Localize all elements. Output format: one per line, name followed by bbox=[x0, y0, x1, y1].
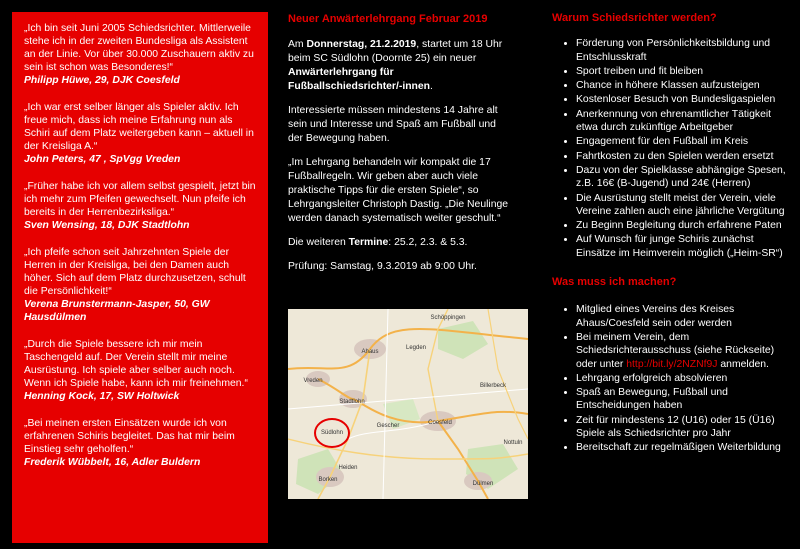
list-item: • Sport treiben und fit bleiben bbox=[576, 65, 790, 78]
testimonial-1 bbox=[24, 22, 258, 87]
quote-text: „Früher habe ich vor allem selbst gespielt, jetzt bin ich mehr zum Pfeifen gewechselt. Nun pfeife ich bereits in der Herrenbezirksliga.“ bbox=[24, 181, 256, 218]
reasons-heading: Warum Schiedsrichter werden? bbox=[552, 12, 717, 24]
reasons-column bbox=[552, 12, 790, 456]
list-item bbox=[576, 331, 790, 371]
map-label-borken: Borken bbox=[318, 477, 338, 483]
testimonial-2 bbox=[24, 101, 258, 166]
list-item: • Anerkennung von ehrenamtlicher Tätigkeit etwa durch zukünftige Arbeitgeber bbox=[576, 108, 790, 135]
list-item: • Kostenloser Besuch von Bundesligaspielen bbox=[576, 93, 790, 106]
list-item: • Chance in höhere Klassen aufzusteigen bbox=[576, 79, 790, 92]
dates-text bbox=[288, 236, 510, 250]
text-segment: , startet um 18 Uhr beim SC Südlohn (Doornte 25) ein neuer bbox=[288, 39, 503, 64]
text-segment: Die weiteren bbox=[288, 237, 349, 248]
quote-author: Frederik Wübbelt, 16, Adler Buldern bbox=[24, 457, 201, 468]
list-item: • Förderung von Persönlichkeitsbildung und Entschlusskraft bbox=[576, 37, 790, 64]
steps-list bbox=[552, 303, 790, 454]
list-item: • Die Ausrüstung stellt meist der Verein, viele Vereine zahlen auch eine jährliche Vergütung bbox=[576, 192, 790, 219]
map-label-stadtlohn: Stadtlohn bbox=[339, 399, 365, 405]
quote-author: Sven Wensing, 18, DJK Stadtlohn bbox=[24, 220, 190, 231]
map-label-coesfeld: Coesfeld bbox=[428, 420, 452, 426]
map-graphic bbox=[288, 309, 528, 499]
quote-text: „Ich war erst selber länger als Spieler aktiv. Ich freue mich, dass ich meine Erfahrung nun als Schiri auf dem Platz weitergeben kann – aktuell in der Kreisliga A.“ bbox=[24, 102, 254, 152]
exam-text: Prüfung: Samstag, 9.3.2019 ab 9:00 Uhr. bbox=[288, 261, 477, 272]
quote-author: Verena Brunstermann-Jasper, 50, GW Hausdülmen bbox=[24, 299, 210, 323]
map-label-nottuln: Nottuln bbox=[503, 440, 523, 446]
list-item: • Mitglied eines Vereins des Kreises Ahaus/Coesfeld sein oder werden bbox=[576, 303, 790, 330]
quote-author: Philipp Hüwe, 29, DJK Coesfeld bbox=[24, 75, 180, 86]
reasons-list bbox=[552, 37, 790, 260]
list-item: • Fahrtkosten zu den Spielen werden ersetzt bbox=[576, 150, 790, 163]
list-item: • Lehrgang erfolgreich absolvieren bbox=[576, 372, 790, 385]
course-info bbox=[288, 12, 510, 284]
map-label-suedlohn: Südlohn bbox=[320, 430, 344, 436]
testimonial-6 bbox=[24, 417, 258, 469]
map-label-heiden: Heiden bbox=[338, 465, 358, 471]
text-segment: anmelden. bbox=[717, 358, 769, 370]
quote-author: John Peters, 47 , SpVgg Vreden bbox=[24, 154, 181, 165]
list-item: • Bereitschaft zur regelmäßigen Weiterbildung bbox=[576, 441, 790, 454]
map-label-gescher: Gescher bbox=[376, 423, 400, 429]
text-segment: Am bbox=[288, 39, 307, 50]
map-label-schoeppingen: Schöppingen bbox=[430, 315, 466, 321]
registration-link[interactable]: http://bit.ly/2NZNf9J bbox=[626, 358, 718, 370]
dates-label: Termine bbox=[348, 237, 389, 248]
list-item: • Zu Beginn Begleitung durch erfahrene Paten bbox=[576, 219, 790, 232]
list-item: • Dazu von der Spielklasse abhängige Spesen, z.B. 16€ (B-Jugend) und 24€ (Herren) bbox=[576, 164, 790, 191]
dates-values: : 25.2, 2.3. & 5.3. bbox=[388, 237, 468, 248]
requirements-text: Interessierte müssen mindestens 14 Jahre alt sein und Interesse und Spaß am Fußball und der Bewegung haben. bbox=[288, 105, 498, 144]
testimonial-4 bbox=[24, 246, 258, 324]
quote-text: „Ich pfeife schon seit Jahrzehnten Spiele der Herren in der Kreisliga, bei den Damen auch höher. Sich auf dem Platz durchzusetzen, schult die Persönlichkeit!“ bbox=[24, 247, 246, 297]
course-intro bbox=[288, 38, 510, 94]
map-label-billerbeck: Billerbeck bbox=[479, 383, 507, 389]
list-item: • Zeit für mindestens 12 (U16) oder 15 (Ü16) Spiele als Schiedsrichter pro Jahr bbox=[576, 414, 790, 441]
quote-text: „Durch die Spiele bessere ich mir mein Taschengeld auf. Der Verein stellt mir meine Ausrüstung. Ich spiele aber selber auch noch. Wenn ich Spiele habe, kann ich mir freinehmen.“ bbox=[24, 339, 248, 389]
list-item: • Engagement für den Fußball im Kreis bbox=[576, 135, 790, 148]
quote-author: Henning Kock, 17, SW Holtwick bbox=[24, 391, 180, 402]
course-heading: Neuer Anwärterlehrgang Februar 2019 bbox=[288, 13, 488, 25]
course-title: Anwärterlehrgang für Fußballschiedsrichter/-innen bbox=[288, 67, 431, 92]
quote-text: „Ich bin seit Juni 2005 Schiedsrichter. Mittlerweile stehe ich in der zweiten Bundesliga als Assistent an der Linie. Vor über 30.000 Zuschauern aktiv zu sein ist schon was Besonderes!“ bbox=[24, 23, 254, 73]
text-segment: Bei meinem Verein, dem Schiedsrichterausschuss (siehe Rückseite) oder unter bbox=[576, 331, 775, 370]
steps-heading: Was muss ich machen? bbox=[552, 276, 677, 289]
quote-text: „Bei meinen ersten Einsätzen wurde ich von erfahrenen Schiris begleitet. Das hat mir beim Einstieg sehr geholfen.“ bbox=[24, 418, 235, 455]
text-segment: . bbox=[430, 81, 433, 92]
map-label-duelmen: Dülmen bbox=[472, 481, 494, 487]
course-quote: „Im Lehrgang behandeln wir kompakt die 17 Fußballregeln. Wir geben aber auch viele praktische Tipps für die ersten Spiele“, so Lehrgangsleiter Christoph Dastig. „Die Neulinge werden danach systematisch weiter geschult.“ bbox=[288, 157, 509, 224]
testimonial-3 bbox=[24, 180, 258, 232]
map-label-legden: Legden bbox=[405, 345, 427, 351]
list-item: • Spaß an Bewegung, Fußball und Entscheidungen haben bbox=[576, 386, 790, 413]
map-label-vreden: Vreden bbox=[303, 378, 323, 384]
map-label-ahaus: Ahaus bbox=[361, 349, 379, 355]
testimonial-5 bbox=[24, 338, 258, 403]
list-item: • Auf Wunsch für junge Schiris zunächst Einsätze im Heimverein möglich („Heim-SR“) bbox=[576, 233, 790, 260]
course-date: Donnerstag, 21.2.2019 bbox=[306, 39, 417, 50]
region-map bbox=[288, 309, 528, 499]
testimonials-panel bbox=[12, 12, 268, 543]
